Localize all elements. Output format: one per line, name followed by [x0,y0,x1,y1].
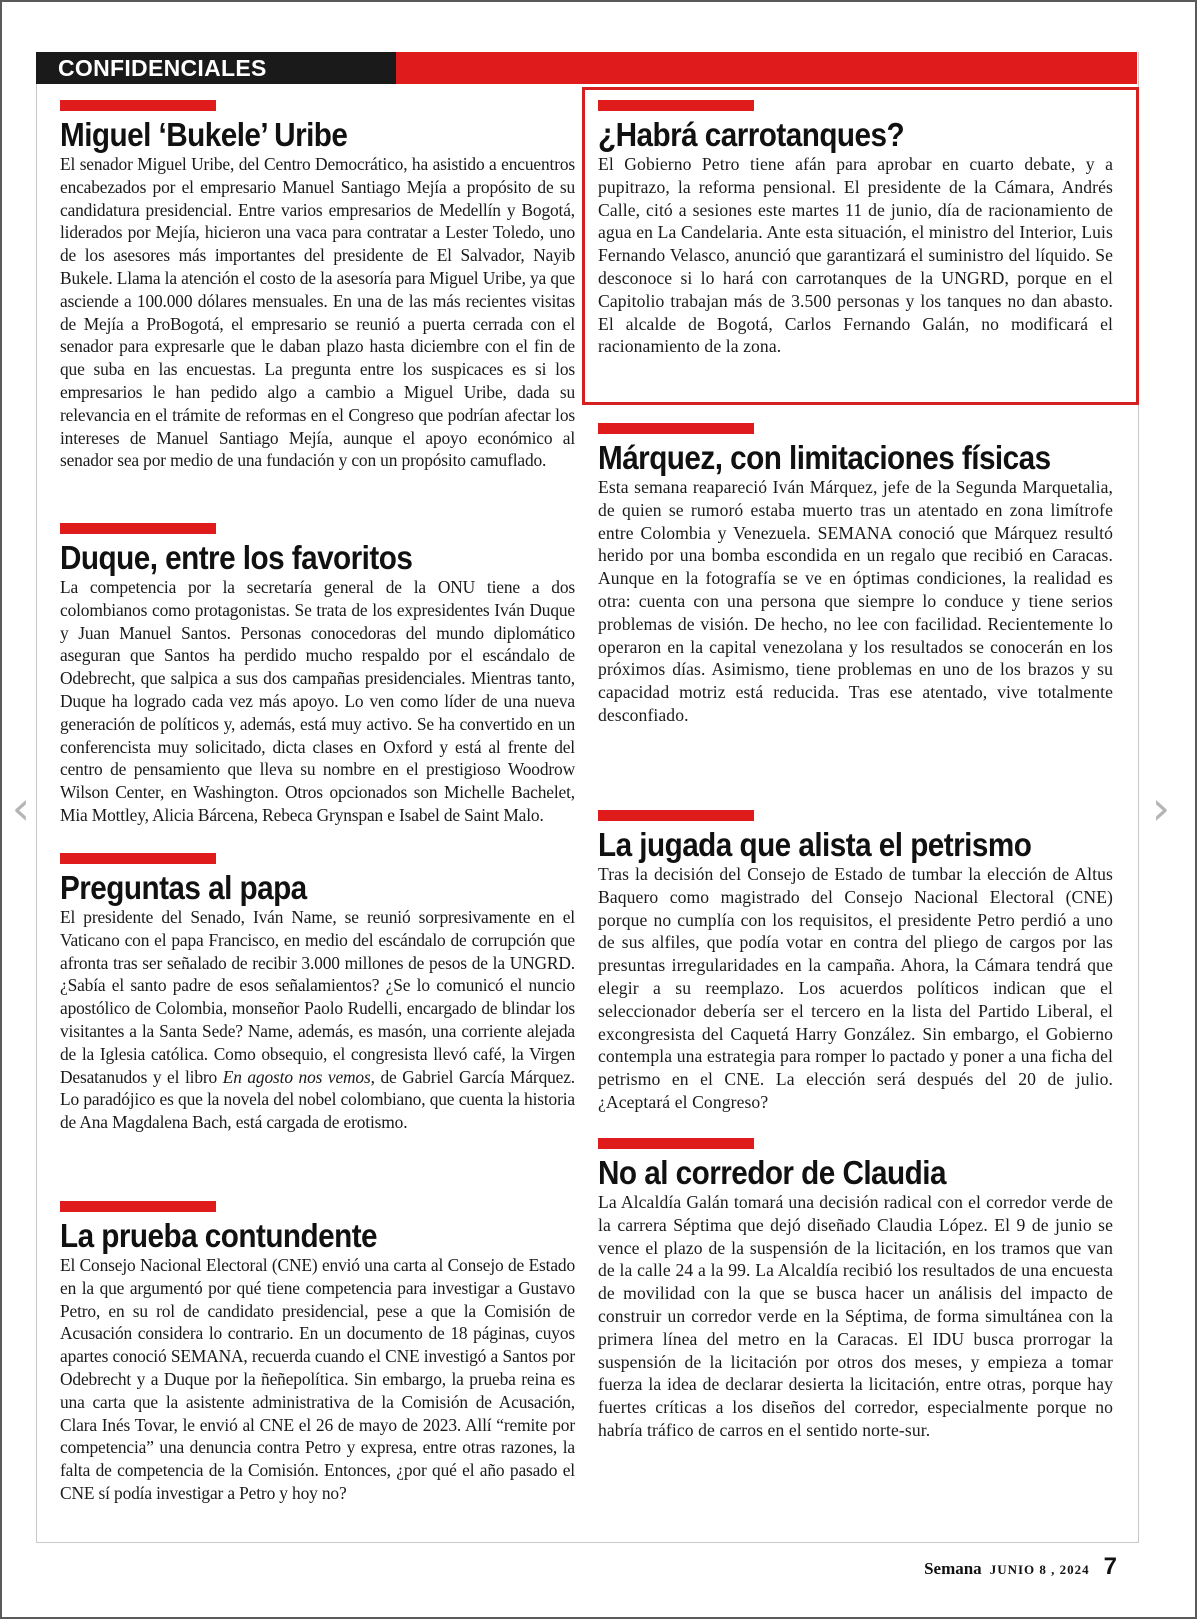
section-header [36,52,1137,84]
article-marquez [598,423,1113,727]
article-duque [60,523,575,827]
article-title: Preguntas al papa [60,869,307,906]
article-red-bar [598,810,754,821]
article-body: La competencia por la secretaría general de la ONU tiene a dos colombianos como protagonistas. Se trata de los expresidentes Iván Duque y Juan Manuel Santos. Personas conocedoras del mundo diplomático aseguran que Santos ha perdido mucho respaldo por el escándalo de Odebrecht, que salpica a sus dos campañas presidenciales. Mientras tanto, Duque ha logrado cada vez más apoyo. Lo ven como líder de una nueva generación de políticos y, además, está muy activo. Se ha convertido en un conferencista muy solicitado, dicta clases en Oxford y está al frente del centro de pensamiento que lleva su nombre en el prestigioso Woodrow Wilson Center, en Washington. Otros opcionados son Michelle Bachelet, Mia Mottley, Alicia Bárcena, Rebeca Grynspan e Isabel de Saint Malo. [60,577,575,825]
article-red-bar [60,523,216,534]
prev-page-arrow-icon[interactable]: ‹ [11,781,31,835]
next-page-arrow-icon[interactable]: › [1151,781,1171,835]
article-body: Tras la decisión del Consejo de Estado de tumbar la elección de Altus Baquero como magistrado del Consejo Nacional Electoral (CNE) porque no cumplía con los requisitos, el presidente Petro perdió a uno de sus alfiles, que podía votar en contra del pliego de cargos por las presuntas irregularidades en la campaña. Ahora, la Cámara tendrá que elegir a su reemplazo. Los acuerdos políticos indican que el seleccionador debería ser el tercero en la lista del Partido Liberal, el excongresista del Caquetá Harry González. Sin embargo, el Gobierno contempla una estrategia para romper lo pactado y poner a una ficha del petrismo en el CNE. La elección será después del 20 de julio. ¿Aceptará el Congreso? [598,864,1113,1112]
article-body: Esta semana reapareció Iván Márquez, jefe de la Segunda Marquetalia, de quien se rumoró estaba muerto tras un atentado en zona limítrofe entre Colombia y Venezuela. SEMANA conoció que Márquez resultó herido por una bomba escondida en un regalo que recibió en Caracas. Aunque en la fotografía se ve en óptimas condiciones, la realidad es otra: cuenta con una persona que siempre lo conduce y tiene serios problemas de visión. De hecho, no lee con facilidad. Recientemente lo operaron en la capital venezolana y los resultados se conocerán en los próximos días. Asimismo, tiene problemas en uno de los brazos y su capacidad motriz está reducida. Tras ese atentado, vive totalmente desconfiado. [598,477,1113,725]
article-red-bar [60,1201,216,1212]
book-title: En agosto nos vemos [222,1066,371,1087]
footer-date: JUNIO 8 , 2024 [989,1562,1090,1577]
section-red-band [396,52,1137,84]
article-prueba [60,1201,575,1505]
article-red-bar [598,423,754,434]
article-title: La prueba contundente [60,1217,378,1254]
article-red-bar [598,1138,754,1149]
article-body: La Alcaldía Galán tomará una decisión radical con el corredor verde de la carrera Séptima que dejó diseñado Claudia López. El 9 de junio se vence el plazo de la suspensión de la licitación, en los tramos que van de la calle 24 a la 99. La Alcaldía recibió los resultados de una encuesta de movilidad con la que se busca hacer un análisis del impacto de construir un corredor verde en la Séptima, de forma simultánea con la primera línea del metro en la Caracas. El IDU busca prorrogar la suspensión de la licitación por otros dos meses, y empieza a tomar fuerza la idea de declarar desierta la licitación, entre otras, porque hay fuertes críticas a los diseños del corredor, especialmente porque no habría tráfico de carros en el sentido norte-sur. [598,1192,1113,1440]
article-title: La jugada que alista el petrismo [598,826,1032,863]
article-body: El Gobierno Petro tiene afán para aprobar en cuarto debate, y a pupitrazo, la reforma pensional. El presidente de la Cámara, Andrés Calle, citó a sesiones este martes 11 de junio, día de racionamiento de agua en La Candelaria. Ante esta situación, el ministro del Interior, Luis Fernando Velasco, anunció que garantizará el suministro del líquido. Se desconoce si lo hará con carrotanques de la UNGRD, porque en el Capitolio trabajan más de 3.500 personas y los tanques no dan abasto. El alcalde de Bogotá, Carlos Fernando Galán, no modificará el racionamiento de la zona. [598,154,1113,357]
article-body: El senador Miguel Uribe, del Centro Democrático, ha asistido a encuentros encabezados por el empresario Manuel Santiago Mejía a propósito de su candidatura presidencial. Entre varios empresarios de Medellín y Bogotá, liderados por Mejía, hicieron una vaca para contratar a Lester Toledo, uno de los asesores más importantes del presidente de El Salvador, Nayib Bukele. Llama la atención el costo de la asesoría para Miguel Uribe, ya que asciende a 100.000 dólares mensuales. En una de las más recientes visitas de Mejía a ProBogotá, el empresario se reunió a puerta cerrada con el senador para expresarle que le daban plazo hasta diciembre con el fin de que suba en las encuestas. La pregunta entre los suspicaces es si los empresarios le han pedido algo a cambio a Miguel Uribe, dada su relevancia en el trámite de reformas en el Congreso que podrían afectar los intereses de Manuel Santiago Mejía, aunque el apoyo económico al senador sea por medio de una fundación y con un propósito camuflado. [60,154,575,471]
article-title: ¿Habrá carrotanques? [598,116,905,153]
article-title: Márquez, con limitaciones físicas [598,439,1051,476]
page-number: 7 [1103,1553,1117,1580]
section-title: CONFIDENCIALES [36,52,396,84]
footer-brand: Semana [924,1559,982,1578]
article-body: El Consejo Nacional Electoral (CNE) envió una carta al Consejo de Estado en la que argumentó por qué tiene competencia para investigar a Gustavo Petro, en su rol de candidato presidencial, pese a que la Comisión de Acusación considera lo contrario. En un documento de 18 páginas, cuyos apartes conoció SEMANA, recuerda cuando el CNE investigó a Santos por Odebrecht y a Duque por la ñeñepolítica. Sin embargo, la prueba reina es una carta que la asistente administrativa de la Comisión de Acusación, Clara Inés Tovar, le envió al CNE el 26 de mayo de 2023. Allí “remite por competencia” una denuncia contra Petro y expresa, entre otras razones, la falta de competencia de la Comisión. Entonces, ¿por qué el año pasado el CNE sí podía investigar a Petro y hoy no? [60,1255,575,1503]
article-title: Duque, entre los favoritos [60,539,413,576]
article-body: El presidente del Senado, Iván Name, se reunió sorpresivamente en el Vaticano con el papa Francisco, en medio del escándalo de corrupción que afronta tras ser señalado de recibir 3.000 millones de pesos de la UNGRD. ¿Sabía el santo padre de esos señalamientos? ¿Se lo comunicó el nuncio apostólico de Colombia, monseñor Paolo Rudelli, encargado de blindar los visitantes a la Santa Sede? Name, además, es masón, una corriente alejada de la Iglesia católica. Como obsequio, el congresista llevó café, la Virgen Desatanudos y el libro En agosto nos vemos, de Gabriel García Márquez. Lo paradójico es que la novela del nobel colombiano, que cuenta la historia de Ana Magdalena Bach, está cargada de erotismo. [60,907,575,1133]
article-papa [60,853,575,1134]
highlight-box [582,87,1139,405]
article-red-bar [60,100,216,111]
article-title: No al corredor de Claudia [598,1154,946,1191]
article-title: Miguel ‘Bukele’ Uribe [60,116,348,153]
article-petrismo [598,810,1113,1114]
article-bukele [60,100,575,472]
article-red-bar [60,853,216,864]
page-footer [924,1553,1117,1581]
article-claudia [598,1138,1113,1442]
